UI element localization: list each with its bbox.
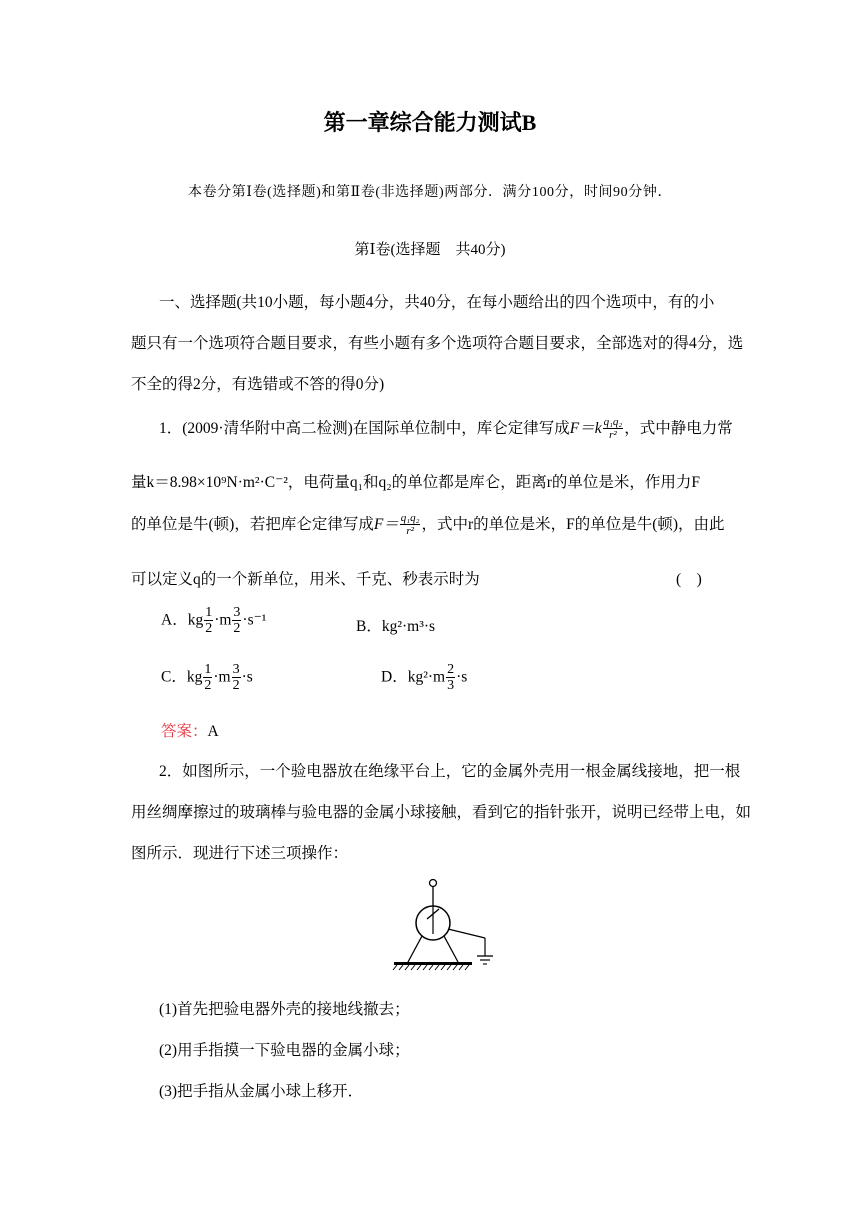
q1-line-3 <box>131 512 725 537</box>
option-a-part3: ·s⁻¹ <box>242 611 267 629</box>
q1-line3-suffix: ，式中r的单位是米，F的单位是牛(顿)，由此 <box>421 516 725 533</box>
instructions-line-3: 不全的得2分，有选错或不答的得0分) <box>131 376 385 393</box>
option-a <box>161 606 266 636</box>
option-a-part1: kg <box>187 611 204 629</box>
option-c-frac1 <box>203 663 212 693</box>
q1-fraction2-num: q₁q₂ <box>400 512 420 525</box>
option-d-part2: ·s <box>456 668 468 686</box>
instructions-line-2: 题只有一个选项符合题目要求，有些小题有多个选项符合题目要求，全部选对的得4分，选 <box>131 335 744 352</box>
q1-fraction-num: q₁q₂ <box>603 416 623 429</box>
option-c-frac1-den: 2 <box>204 678 212 693</box>
q2-line-2: 用丝绸摩擦过的玻璃棒与验电器的金属小球接触，看到它的指针张开，说明已经带上电，如 <box>131 804 752 821</box>
option-b-text: kg²·m³·s <box>381 618 436 635</box>
answer-blank: ( ) <box>676 571 702 588</box>
answer-label: 答案： <box>161 723 208 740</box>
q1-line1-suffix: ，式中静电力常 <box>624 420 733 437</box>
q1-fraction <box>603 417 624 441</box>
option-d-frac1-den: 3 <box>447 678 455 693</box>
option-d-label: D． <box>381 668 408 686</box>
option-a-frac2-num: 3 <box>233 605 241 620</box>
option-c <box>161 663 253 693</box>
option-a-frac2 <box>232 606 241 636</box>
q1-formula2-lhs: F＝ <box>373 516 399 533</box>
q1-line3-prefix: 的单位是牛(顿)，若把库仑定律写成 <box>131 516 374 533</box>
q2-step-3: (3)把手指从金属小球上移开． <box>159 1083 364 1100</box>
q1-line1-prefix: 1．(2009·清华附中高二检测)在国际单位制中，库仑定律写成 <box>159 420 570 437</box>
q1-formula-lhs: F＝k <box>569 420 602 437</box>
option-d-frac1-num: 2 <box>447 662 455 677</box>
instructions-line-1: 一、选择题(共10小题，每小题4分，共40分，在每小题给出的四个选项中，有的小 <box>159 294 715 311</box>
option-c-frac1-num: 1 <box>204 662 212 677</box>
page-title: 第一章综合能力测试B <box>323 110 537 135</box>
section-heading: 第Ⅰ卷(选择题 共40分) <box>354 242 506 258</box>
option-a-frac2-den: 2 <box>233 621 241 636</box>
answer <box>161 719 219 741</box>
option-c-frac2-num: 3 <box>232 662 240 677</box>
q2-step-2: (2)用手指摸一下验电器的金属小球； <box>159 1042 410 1059</box>
option-c-label: C． <box>161 668 187 686</box>
option-a-frac1 <box>204 606 213 636</box>
q1-line-4: 可以定义q的一个新单位，用米、千克、秒表示时为 <box>131 571 480 588</box>
option-c-part1: kg <box>186 668 203 686</box>
q2-line-1: 2．如图所示，一个验电器放在绝缘平台上，它的金属外壳用一根金属线接地，把一根 <box>159 763 741 780</box>
q1-line-2: 量k＝8.98×10⁹N·m²·C⁻²，电荷量q₁和q₂的单位都是库仑，距离r的单位是米，作用力F <box>131 474 700 491</box>
q1-fraction-2 <box>400 513 421 537</box>
option-b <box>356 614 435 636</box>
option-d-part1: kg²·m <box>407 668 446 686</box>
option-c-frac2 <box>232 663 241 693</box>
option-b-label: B． <box>356 618 382 635</box>
option-a-label: A． <box>161 611 188 629</box>
option-d <box>381 663 467 693</box>
option-c-frac2-den: 2 <box>232 678 240 693</box>
option-a-frac1-den: 2 <box>205 621 213 636</box>
electroscope-diagram <box>390 876 502 972</box>
exam-intro: 本卷分第Ⅰ卷(选择题)和第Ⅱ卷(非选择题)两部分．满分100分，时间90分钟． <box>187 185 673 200</box>
option-a-frac1-num: 1 <box>205 605 213 620</box>
q1-fraction-den: r² <box>609 429 617 442</box>
q1-line-1 <box>159 416 733 441</box>
q2-line-3: 图所示．现进行下述三项操作： <box>131 845 349 862</box>
q2-step-1: (1)首先把验电器外壳的接地线撤去； <box>159 1001 410 1018</box>
answer-value: A <box>207 723 219 740</box>
q1-fraction2-den: r² <box>406 525 414 538</box>
option-c-part2: ·m <box>213 668 231 686</box>
option-c-part3: ·s <box>241 668 253 686</box>
option-d-frac1 <box>446 663 455 693</box>
option-a-part2: ·m <box>214 611 232 629</box>
